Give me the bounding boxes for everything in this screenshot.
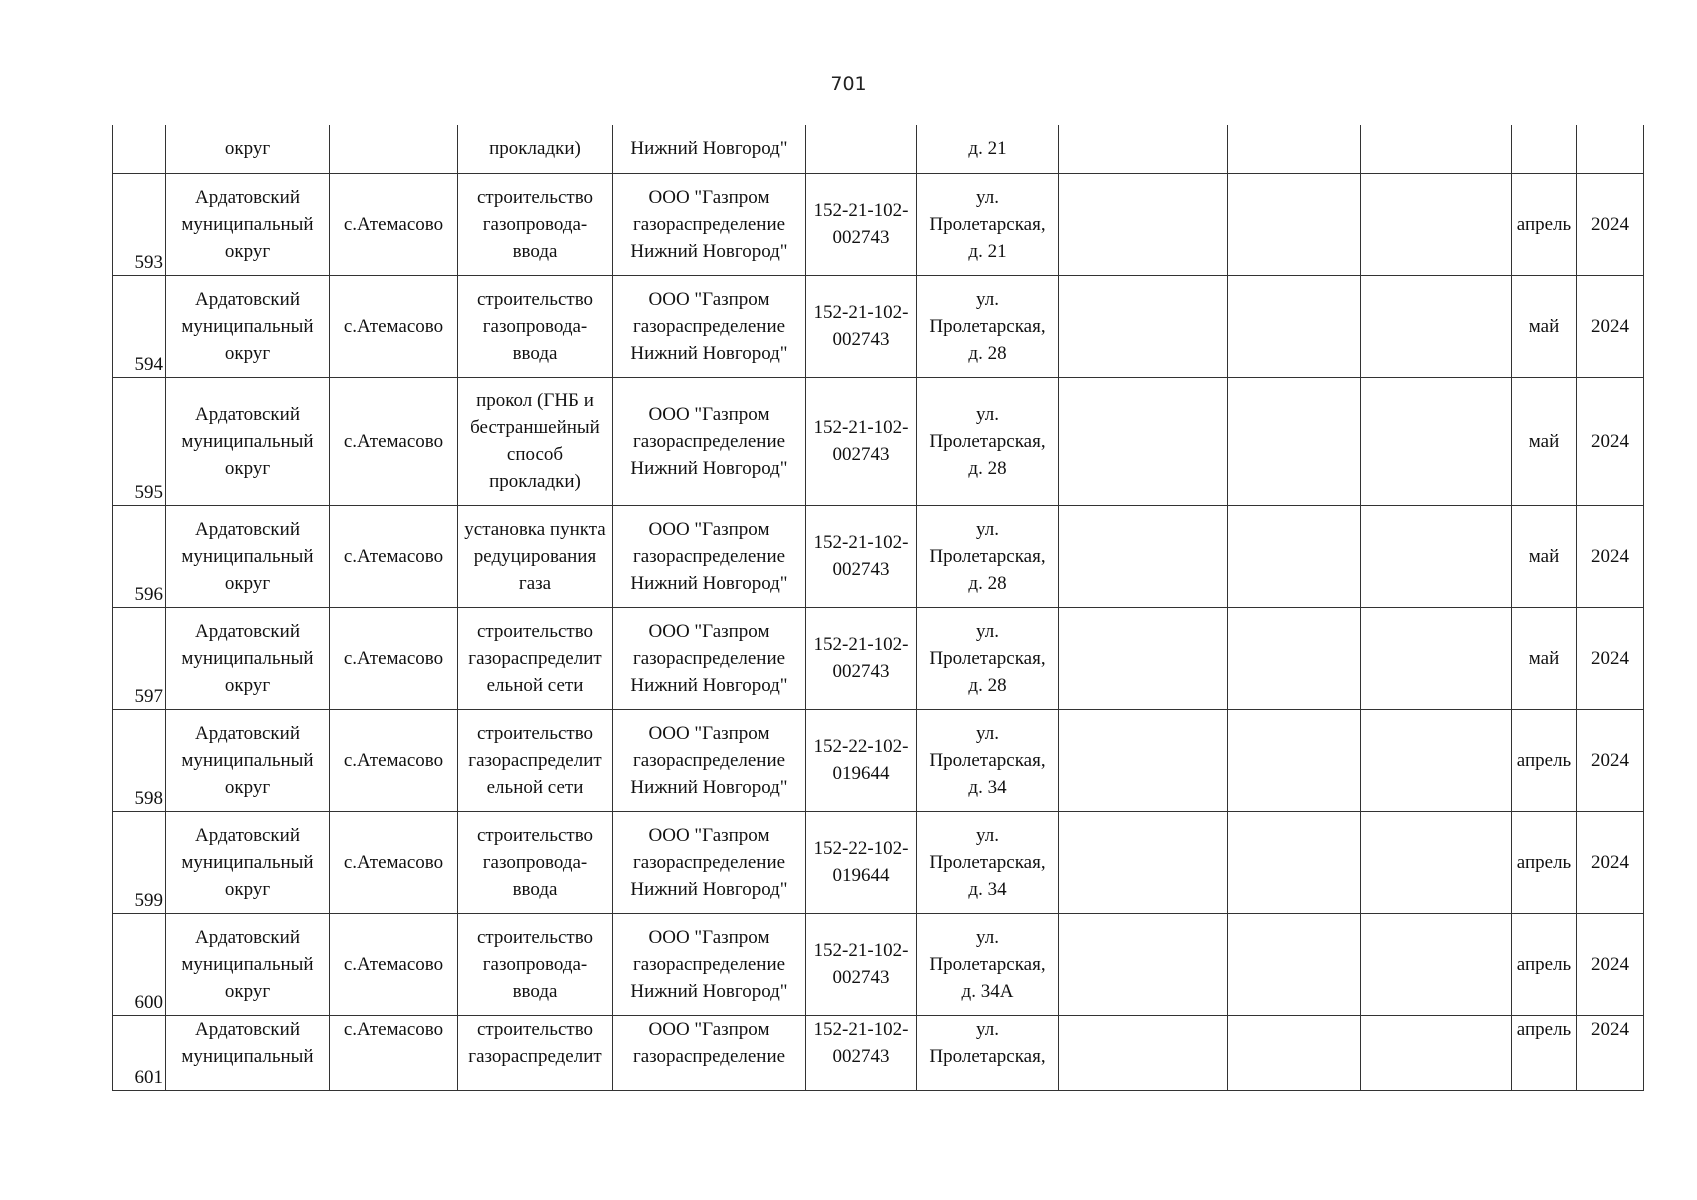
table-row bbox=[113, 913, 1644, 1015]
code-cell: 152-21-102- 002743 bbox=[806, 173, 917, 275]
address-cell: ул. Пролетарская, д. 21 bbox=[917, 173, 1059, 275]
empty-cell bbox=[1361, 1015, 1512, 1090]
work-type-cell: строительство газораспределит ельной сети bbox=[458, 607, 613, 709]
year-cell: 2024 bbox=[1577, 173, 1644, 275]
empty-cell bbox=[1059, 709, 1228, 811]
table-row bbox=[113, 125, 1644, 173]
empty-cell bbox=[1228, 1015, 1361, 1090]
code-cell: 152-22-102- 019644 bbox=[806, 709, 917, 811]
work-type-cell: строительство газораспределит ельной сети bbox=[458, 709, 613, 811]
address-cell: ул. Пролетарская, д. 28 bbox=[917, 607, 1059, 709]
empty-cell bbox=[1059, 275, 1228, 377]
district-cell: Ардатовский муниципальный округ bbox=[166, 607, 330, 709]
code-cell: 152-21-102- 002743 bbox=[806, 607, 917, 709]
empty-cell bbox=[1228, 607, 1361, 709]
month-cell: май bbox=[1512, 377, 1577, 505]
table-row bbox=[113, 709, 1644, 811]
year-cell: 2024 bbox=[1577, 377, 1644, 505]
code-cell: 152-21-102- 002743 bbox=[806, 505, 917, 607]
locality-cell bbox=[330, 125, 458, 173]
row-number: 599 bbox=[113, 811, 166, 913]
empty-cell bbox=[1059, 173, 1228, 275]
address-cell: ул. Пролетарская, д. 34А bbox=[917, 913, 1059, 1015]
empty-cell bbox=[1228, 811, 1361, 913]
locality-cell: с.Атемасово bbox=[330, 275, 458, 377]
row-number: 596 bbox=[113, 505, 166, 607]
organization-cell: ООО "Газпром газораспределение Нижний Новгород" bbox=[613, 275, 806, 377]
work-type-cell: строительство газопровода- ввода bbox=[458, 913, 613, 1015]
table-row bbox=[113, 377, 1644, 505]
empty-cell bbox=[1228, 125, 1361, 173]
organization-cell: Нижний Новгород" bbox=[613, 125, 806, 173]
empty-cell bbox=[1059, 505, 1228, 607]
table-row bbox=[113, 607, 1644, 709]
row-number: 594 bbox=[113, 275, 166, 377]
locality-cell: с.Атемасово bbox=[330, 709, 458, 811]
locality-cell: с.Атемасово bbox=[330, 607, 458, 709]
organization-cell: ООО "Газпром газораспределение Нижний Новгород" bbox=[613, 173, 806, 275]
empty-cell bbox=[1059, 377, 1228, 505]
row-number bbox=[113, 125, 166, 173]
district-cell: Ардатовский муниципальный bbox=[166, 1015, 330, 1090]
work-type-cell: строительство газораспределит bbox=[458, 1015, 613, 1090]
district-cell: Ардатовский муниципальный округ bbox=[166, 811, 330, 913]
empty-cell bbox=[1228, 505, 1361, 607]
code-cell: 152-21-102- 002743 bbox=[806, 275, 917, 377]
month-cell: апрель bbox=[1512, 1015, 1577, 1090]
empty-cell bbox=[1361, 275, 1512, 377]
year-cell: 2024 bbox=[1577, 505, 1644, 607]
row-number: 601 bbox=[113, 1015, 166, 1090]
district-cell: Ардатовский муниципальный округ bbox=[166, 505, 330, 607]
district-cell: округ bbox=[166, 125, 330, 173]
address-cell: ул. Пролетарская, д. 28 bbox=[917, 275, 1059, 377]
table-row bbox=[113, 173, 1644, 275]
empty-cell bbox=[1361, 173, 1512, 275]
row-number: 600 bbox=[113, 913, 166, 1015]
address-cell: ул. Пролетарская, д. 34 bbox=[917, 709, 1059, 811]
locality-cell: с.Атемасово bbox=[330, 377, 458, 505]
empty-cell bbox=[1361, 125, 1512, 173]
work-type-cell: строительство газопровода- ввода bbox=[458, 811, 613, 913]
year-cell: 2024 bbox=[1577, 913, 1644, 1015]
row-number: 598 bbox=[113, 709, 166, 811]
row-number: 595 bbox=[113, 377, 166, 505]
year-cell: 2024 bbox=[1577, 275, 1644, 377]
locality-cell: с.Атемасово bbox=[330, 173, 458, 275]
empty-cell bbox=[1059, 913, 1228, 1015]
empty-cell bbox=[1361, 377, 1512, 505]
organization-cell: ООО "Газпром газораспределение Нижний Новгород" bbox=[613, 913, 806, 1015]
empty-cell bbox=[1361, 709, 1512, 811]
work-type-cell: строительство газопровода- ввода bbox=[458, 275, 613, 377]
locality-cell: с.Атемасово bbox=[330, 913, 458, 1015]
year-cell bbox=[1577, 125, 1644, 173]
year-cell: 2024 bbox=[1577, 1015, 1644, 1090]
code-cell: 152-22-102- 019644 bbox=[806, 811, 917, 913]
empty-cell bbox=[1228, 275, 1361, 377]
month-cell: апрель bbox=[1512, 811, 1577, 913]
code-cell: 152-21-102- 002743 bbox=[806, 1015, 917, 1090]
row-number: 597 bbox=[113, 607, 166, 709]
empty-cell bbox=[1361, 811, 1512, 913]
code-cell: 152-21-102- 002743 bbox=[806, 377, 917, 505]
year-cell: 2024 bbox=[1577, 607, 1644, 709]
empty-cell bbox=[1228, 709, 1361, 811]
work-type-cell: прокладки) bbox=[458, 125, 613, 173]
district-cell: Ардатовский муниципальный округ bbox=[166, 913, 330, 1015]
work-type-cell: установка пункта редуцирования газа bbox=[458, 505, 613, 607]
table-row bbox=[113, 505, 1644, 607]
empty-cell bbox=[1059, 811, 1228, 913]
address-cell: ул. Пролетарская, д. 34 bbox=[917, 811, 1059, 913]
address-cell: ул. Пролетарская, д. 28 bbox=[917, 505, 1059, 607]
empty-cell bbox=[1059, 125, 1228, 173]
month-cell: май bbox=[1512, 275, 1577, 377]
district-cell: Ардатовский муниципальный округ bbox=[166, 275, 330, 377]
month-cell: май bbox=[1512, 505, 1577, 607]
work-type-cell: строительство газопровода- ввода bbox=[458, 173, 613, 275]
empty-cell bbox=[1228, 913, 1361, 1015]
empty-cell bbox=[1228, 173, 1361, 275]
locality-cell: с.Атемасово bbox=[330, 505, 458, 607]
organization-cell: ООО "Газпром газораспределение Нижний Новгород" bbox=[613, 505, 806, 607]
organization-cell: ООО "Газпром газораспределение Нижний Новгород" bbox=[613, 709, 806, 811]
address-cell: ул. Пролетарская, bbox=[917, 1015, 1059, 1090]
organization-cell: ООО "Газпром газораспределение Нижний Новгород" bbox=[613, 811, 806, 913]
organization-cell: ООО "Газпром газораспределение bbox=[613, 1015, 806, 1090]
organization-cell: ООО "Газпром газораспределение Нижний Новгород" bbox=[613, 607, 806, 709]
month-cell: апрель bbox=[1512, 709, 1577, 811]
empty-cell bbox=[1059, 1015, 1228, 1090]
empty-cell bbox=[1361, 505, 1512, 607]
registry-table bbox=[112, 125, 1644, 1091]
address-cell: д. 21 bbox=[917, 125, 1059, 173]
locality-cell: с.Атемасово bbox=[330, 811, 458, 913]
address-cell: ул. Пролетарская, д. 28 bbox=[917, 377, 1059, 505]
month-cell: апрель bbox=[1512, 913, 1577, 1015]
year-cell: 2024 bbox=[1577, 709, 1644, 811]
empty-cell bbox=[1228, 377, 1361, 505]
page-number: 701 bbox=[830, 73, 867, 95]
work-type-cell: прокол (ГНБ и бестраншейный способ прокладки) bbox=[458, 377, 613, 505]
district-cell: Ардатовский муниципальный округ bbox=[166, 709, 330, 811]
organization-cell: ООО "Газпром газораспределение Нижний Новгород" bbox=[613, 377, 806, 505]
empty-cell bbox=[1361, 913, 1512, 1015]
empty-cell bbox=[1059, 607, 1228, 709]
code-cell bbox=[806, 125, 917, 173]
district-cell: Ардатовский муниципальный округ bbox=[166, 377, 330, 505]
month-cell: апрель bbox=[1512, 173, 1577, 275]
table-row bbox=[113, 811, 1644, 913]
table-row bbox=[113, 1015, 1644, 1090]
empty-cell bbox=[1361, 607, 1512, 709]
month-cell bbox=[1512, 125, 1577, 173]
month-cell: май bbox=[1512, 607, 1577, 709]
locality-cell: с.Атемасово bbox=[330, 1015, 458, 1090]
code-cell: 152-21-102- 002743 bbox=[806, 913, 917, 1015]
row-number: 593 bbox=[113, 173, 166, 275]
district-cell: Ардатовский муниципальный округ bbox=[166, 173, 330, 275]
year-cell: 2024 bbox=[1577, 811, 1644, 913]
table-row bbox=[113, 275, 1644, 377]
